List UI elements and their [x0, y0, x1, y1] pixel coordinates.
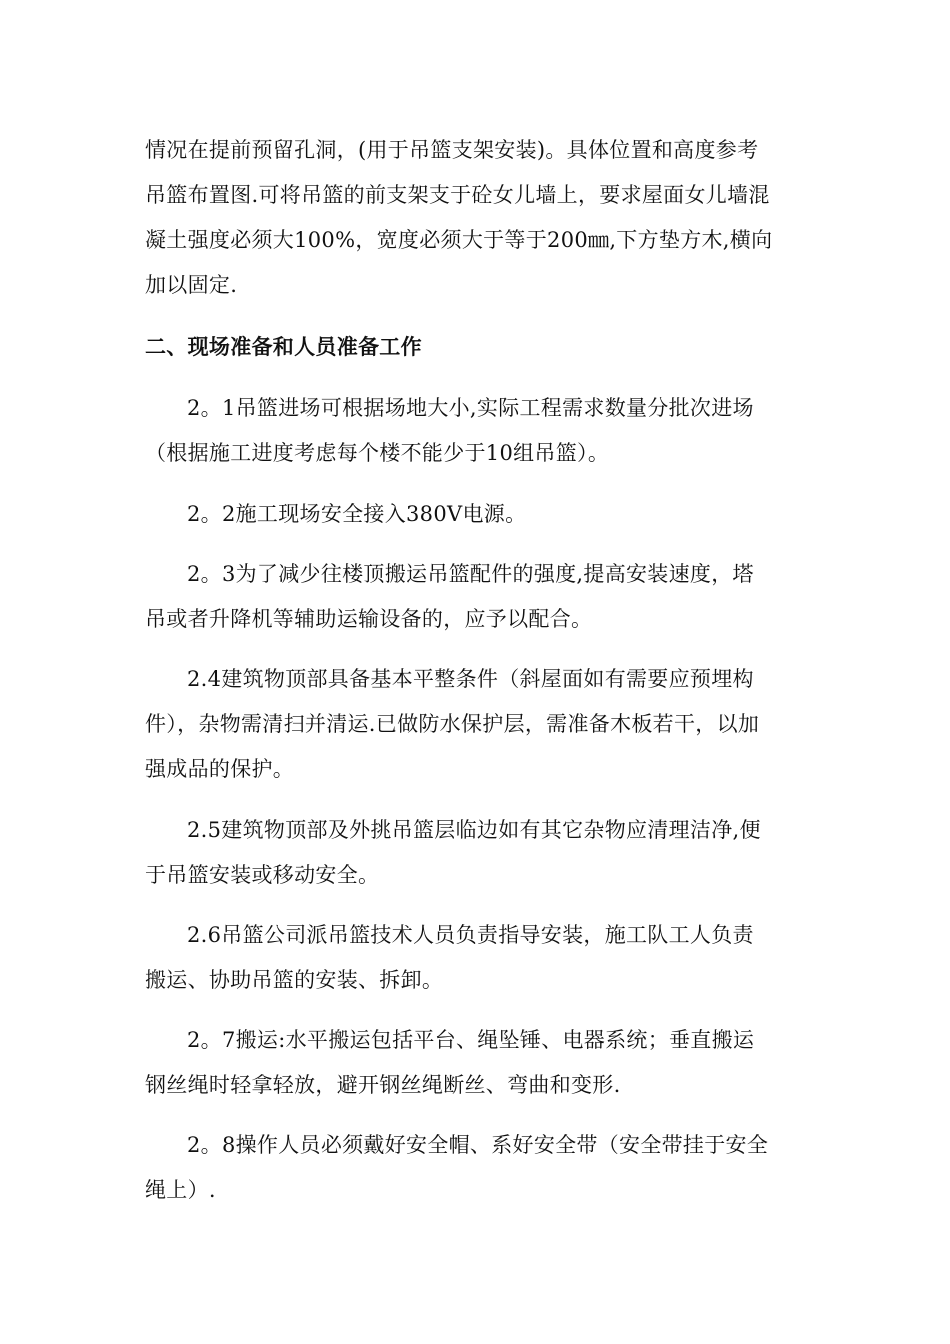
item-2-3: [145, 552, 805, 642]
intro-paragraph: [145, 128, 805, 308]
paragraph-line: 2。1吊篮进场可根据场地大小,实际工程需求数量分批次进场: [187, 396, 754, 420]
paragraph-line: 搬运、协助吊篮的安装、拆卸。: [145, 968, 444, 992]
paragraph-line: 于吊篮安装或移动安全。: [145, 863, 380, 887]
paragraph-line: 凝土强度必须大100%，宽度必须大于等于200㎜,下方垫方木,横向: [145, 228, 773, 252]
section-heading: [145, 324, 805, 369]
item-2-4: [145, 657, 805, 792]
item-2-2: [145, 492, 805, 537]
paragraph-line: 2。3为了减少往楼顶搬运吊篮配件的强度,提高安装速度，塔: [187, 562, 754, 586]
paragraph-line: 钢丝绳时轻拿轻放，避开钢丝绳断丝、弯曲和变形.: [145, 1073, 621, 1097]
paragraph-line: （根据施工进度考虑每个楼不能少于10组吊篮）。: [145, 441, 610, 465]
paragraph-line: 2。7搬运:水平搬运包括平台、绳坠锤、电器系统；垂直搬运: [187, 1028, 755, 1052]
section-heading-text: 二、现场准备和人员准备工作: [145, 334, 422, 359]
paragraph-line: 2。8操作人员必须戴好安全帽、系好安全带（安全带挂于安全: [187, 1133, 769, 1157]
item-2-6: [145, 913, 805, 1003]
paragraph-line: 强成品的保护。: [145, 757, 295, 781]
paragraph-line: 吊或者升降机等辅助运输设备的，应予以配合。: [145, 607, 593, 631]
paragraph-line: 绳上）.: [145, 1178, 216, 1202]
paragraph-line: 2。2施工现场安全接入380V电源。: [187, 502, 527, 526]
paragraph-line: 件），杂物需清扫并清运.已做防水保护层，需准备木板若干，以加: [145, 712, 760, 736]
paragraph-line: 吊篮布置图.可将吊篮的前支架支于砼女儿墙上，要求屋面女儿墙混: [145, 183, 770, 207]
paragraph-line: 情况在提前预留孔洞，(用于吊篮支架安装)。具体位置和高度参考: [145, 138, 759, 162]
paragraph-line: 2.6吊篮公司派吊篮技术人员负责指导安装，施工队工人负责: [187, 923, 754, 947]
paragraph-line: 2.5建筑物顶部及外挑吊篮层临边如有其它杂物应清理洁净,便: [187, 818, 761, 842]
paragraph-line: 2.4建筑物顶部具备基本平整条件（斜屋面如有需要应预埋构: [187, 667, 754, 691]
item-2-5: [145, 808, 805, 898]
paragraph-line: 加以固定.: [145, 273, 238, 297]
item-2-1: [145, 386, 805, 476]
item-2-8: [145, 1123, 805, 1213]
item-2-7: [145, 1018, 805, 1108]
